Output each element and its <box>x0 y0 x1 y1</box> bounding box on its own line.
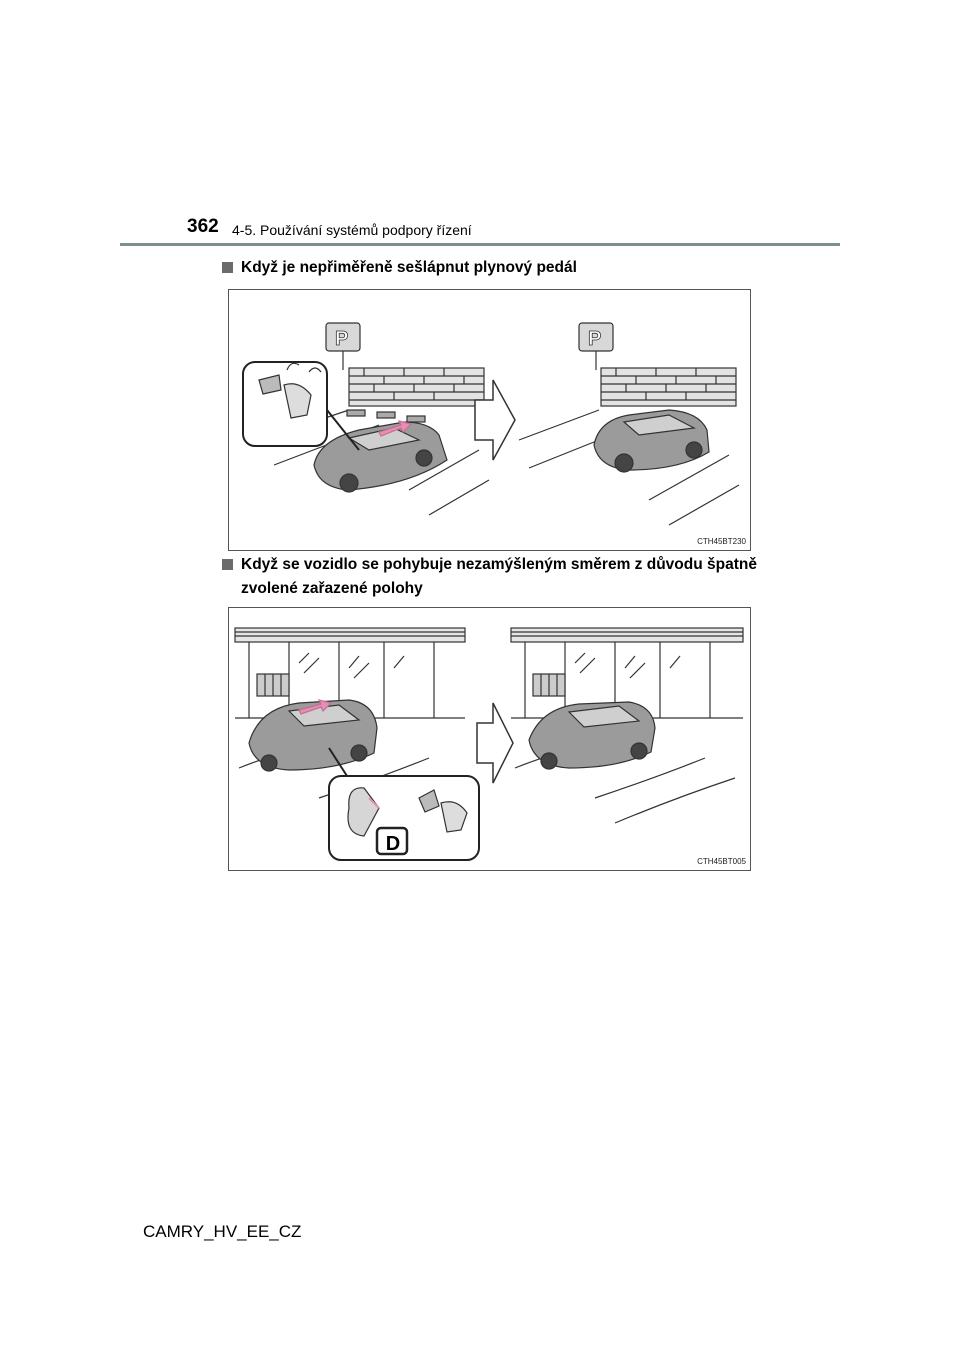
figure-wrong-gear <box>228 607 751 871</box>
illustration-parking-wall <box>229 290 750 550</box>
bullet-square-icon <box>222 262 233 273</box>
svg-text:P: P <box>335 328 349 350</box>
gear-label: D <box>385 833 401 855</box>
model-code: CAMRY_HV_EE_CZ <box>143 1222 302 1241</box>
heading-text: Když se vozidlo se pohybuje nezamýšleným směrem z důvodu špatně zvolené zařazené polohy <box>241 556 757 597</box>
heading-text: Když je nepřiměřeně sešlápnut plynový pedál <box>241 259 577 276</box>
figure-accelerator-pedal <box>228 289 751 551</box>
section-title: 4-5. Používání systémů podpory řízení <box>232 222 472 238</box>
svg-text:P: P <box>588 328 602 350</box>
figure-code: CTH45BT005 <box>697 857 746 866</box>
heading-accelerator <box>222 256 577 280</box>
page-number: 362 <box>187 216 219 237</box>
illustration-storefront <box>229 608 750 870</box>
heading-wrong-gear <box>222 553 762 601</box>
figure-code: CTH45BT230 <box>697 537 746 546</box>
header-rule <box>120 243 840 246</box>
bullet-square-icon <box>222 559 233 570</box>
